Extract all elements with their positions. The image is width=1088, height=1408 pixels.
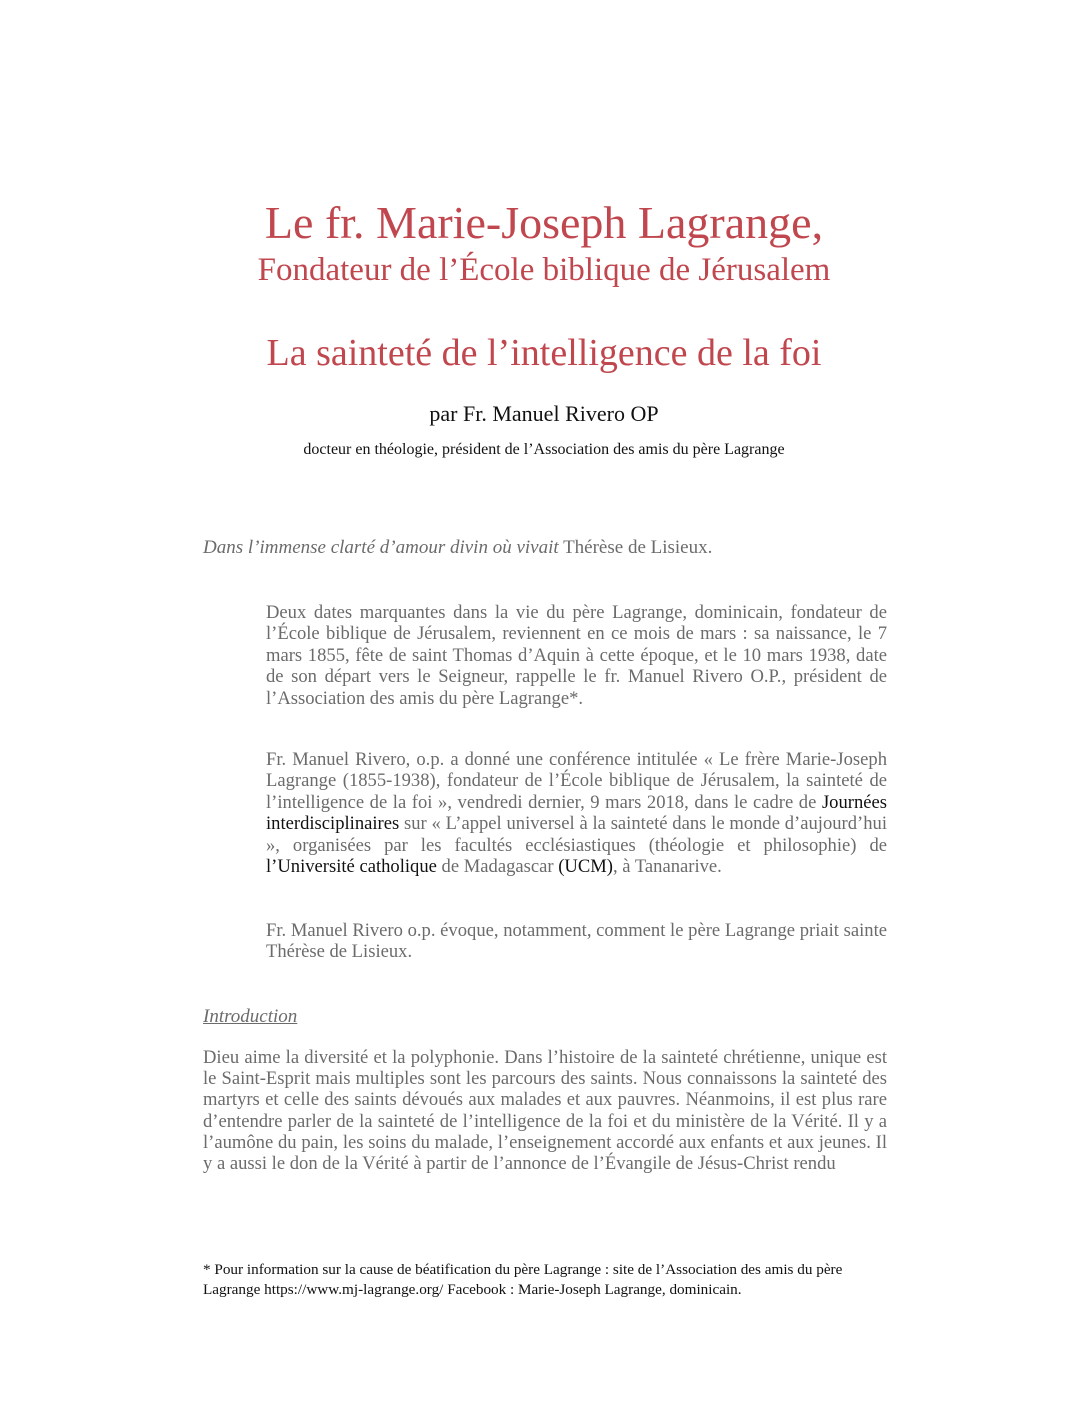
- link-universite-catholique[interactable]: l’Université catholique: [266, 856, 437, 878]
- dedication: [203, 536, 712, 560]
- intro-paragraph-3: Fr. Manuel Rivero o.p. évoque, notamment, comment le père Lagrange priait sainte Thérèse de Lisieux.: [266, 920, 887, 963]
- section-heading-introduction: Introduction: [203, 1006, 298, 1027]
- document-title-line2: Fondateur de l’École biblique de Jérusalem: [257, 252, 831, 288]
- p2-text-2: sur « L’appel universel à la sainteté dans le monde d’aujourd’hui », organisées par les facultés ecclésiastiques (théologie et philosophie) de: [266, 813, 887, 856]
- document-subtitle: La sainteté de l’intelligence de la foi: [266, 332, 822, 374]
- document-title: Le fr. Marie-Joseph Lagrange,: [264, 197, 824, 248]
- intro-paragraph-2: [266, 749, 887, 877]
- footnote: * Pour information sur la cause de béatification du père Lagrange : site de l’Association des amis du père Lagrange https://www.mj-lagrange.org/ Facebook : Marie-Joseph Lagrange, dominicain.: [203, 1261, 843, 1298]
- dedication-italic: Dans l’immense clarté d’amour divin où vivait: [203, 537, 559, 558]
- p2-text-1: Fr. Manuel Rivero, o.p. a donné une conférence intitulée « Le frère Marie-Joseph Lagrange (1855-1938), fondateur de l’École biblique de Jérusalem, la sainteté de l’intelligence de la foi », vendredi dernier, 9 mars 2018, dans le cadre de: [266, 749, 887, 813]
- link-journees-interdisciplinaires[interactable]: Journées interdisciplinaires: [266, 791, 887, 835]
- introduction-paragraph: Dieu aime la diversité et la polyphonie. Dans l’histoire de la sainteté chrétienne, unique est le Saint-Esprit mais multiples sont les parcours des saints. Nous connaissons la sainteté des martyrs et celle des saints dévoués aux malades et aux pauvres. Néanmoins, il est plus rare d’entendre parler de la sainteté de l’intelligence de la foi et du ministère de la Vérité. Il y a l’aumône du pain, les soins du malade, l’enseignement accordé aux enfants et aux jeunes. Il y a aussi le don de la Vérité à partir de l’annonce de l’Évangile de Jésus-Christ rendu: [203, 1047, 887, 1175]
- p2-text-4: , à Tananarive.: [612, 856, 722, 878]
- author-line: par Fr. Manuel Rivero OP: [429, 401, 659, 426]
- p2-text-3: de Madagascar: [436, 856, 559, 878]
- dedication-plain: Thérèse de Lisieux.: [558, 537, 713, 558]
- author-role: docteur en théologie, président de l’Association des amis du père Lagrange: [303, 441, 785, 458]
- link-ucm[interactable]: (UCM): [558, 856, 613, 878]
- intro-paragraph-1: Deux dates marquantes dans la vie du père Lagrange, dominicain, fondateur de l’École biblique de Jérusalem, reviennent en ce mois de mars : sa naissance, le 7 mars 1855, fête de saint Thomas d’Aquin à cette époque, et le 10 mars 1938, date de son départ vers le Seigneur, rappelle le fr. Manuel Rivero O.P., président de l’Association des amis du père Lagrange*.: [266, 602, 887, 709]
